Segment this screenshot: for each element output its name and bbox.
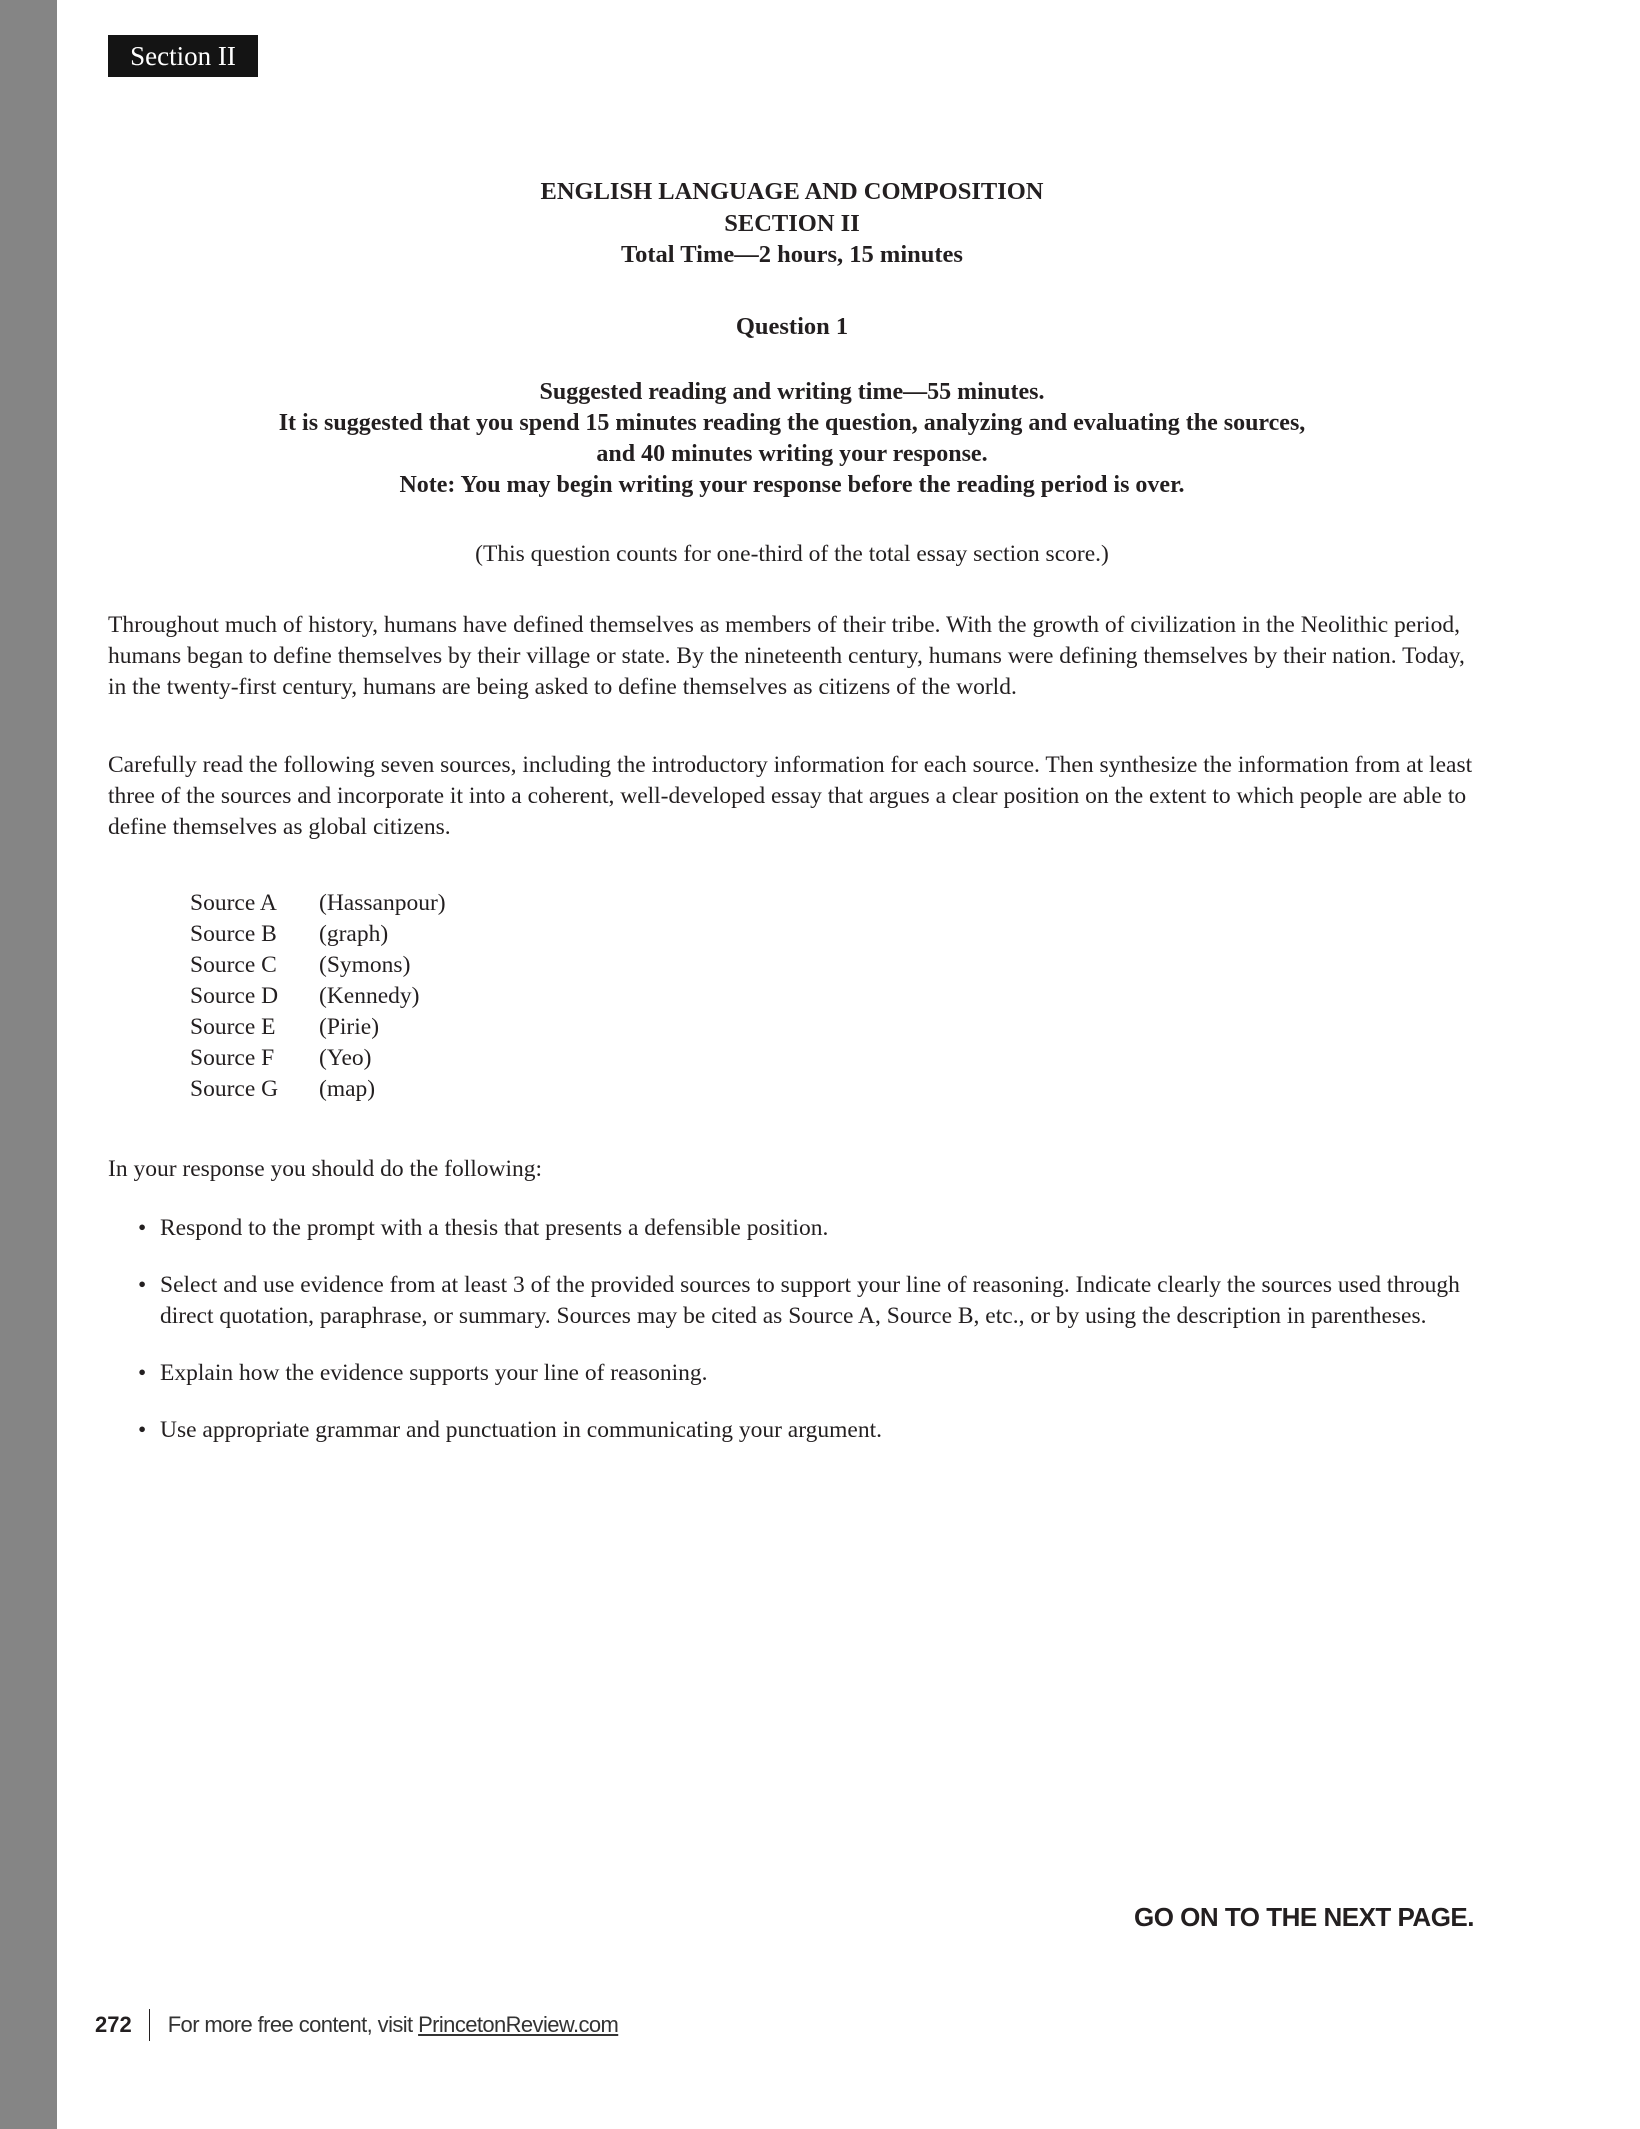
source-desc: (graph): [319, 921, 389, 947]
intro-paragraph: Throughout much of history, humans have defined themselves as members of their tribe. With the growth of civilization in the Neolithic period, humans began to define themselves by their village or state. By the nineteenth century, humans were defining themselves by their nation. Today, in the twenty-first century, humans are being asked to define themselves as citizens of the world.: [108, 612, 1465, 700]
page-gutter: [0, 0, 57, 2129]
response-intro: In your response you should do the following:: [108, 1156, 543, 1182]
requirement-item: [138, 1213, 1478, 1244]
requirement-item: [138, 1415, 1478, 1446]
requirement-text: Use appropriate grammar and punctuation in communicating your argument.: [160, 1417, 882, 1443]
source-desc: (Hassanpour): [319, 890, 446, 916]
source-item: [190, 1043, 446, 1074]
suggested-note: Note: You may begin writing your response before the reading period is over.: [399, 472, 1185, 498]
footer-visit-text: For more free content, visit: [167, 2012, 419, 2037]
source-list: [190, 888, 446, 1105]
source-desc: (Kennedy): [319, 983, 420, 1009]
requirement-text: Select and use evidence from at least 3 of the provided sources to support your line of reasoning. Indicate clearly the sources used through direct quotation, paraphrase, or summary. Sources may be cited as Source A, Source B, etc., or by using the description in parentheses.: [160, 1272, 1460, 1329]
page-number: 272: [95, 2012, 132, 2037]
section-tag: Section II: [108, 35, 258, 77]
requirement-item: [138, 1358, 1478, 1389]
bullet-icon: •: [138, 1215, 147, 1241]
suggested-line-1: Suggested reading and writing time—55 minutes.: [539, 379, 1045, 405]
bullet-icon: •: [138, 1360, 147, 1386]
source-desc: (Symons): [319, 952, 411, 978]
requirement-item: [138, 1270, 1478, 1332]
source-label: Source B: [190, 921, 277, 947]
requirement-text: Explain how the evidence supports your line of reasoning.: [160, 1360, 708, 1386]
exam-title: ENGLISH LANGUAGE AND COMPOSITION: [540, 178, 1044, 205]
source-label: Source D: [190, 983, 279, 1009]
source-item: [190, 981, 446, 1012]
source-desc: (Pirie): [319, 1014, 380, 1040]
source-item: [190, 1074, 446, 1105]
footer-divider: [149, 2009, 150, 2041]
go-on-notice: GO ON TO THE NEXT PAGE.: [1133, 1902, 1474, 1932]
requirement-text: Respond to the prompt with a thesis that presents a defensible position.: [160, 1215, 829, 1241]
bullet-icon: •: [138, 1272, 147, 1298]
question-title: Question 1: [735, 313, 849, 340]
suggested-time: [57, 377, 1527, 501]
score-weight-note: (This question counts for one-third of the total essay section score.): [475, 541, 1109, 567]
source-desc: (Yeo): [319, 1045, 372, 1071]
suggested-line-3: and 40 minutes writing your response.: [596, 441, 988, 467]
source-item: [190, 950, 446, 981]
source-label: Source E: [190, 1014, 276, 1040]
princeton-review-link[interactable]: PrincetonReview.com: [418, 2012, 619, 2037]
footer-text: [168, 2012, 619, 2038]
bullet-icon: •: [138, 1417, 147, 1443]
source-item: [190, 919, 446, 950]
page-footer: [95, 2009, 618, 2041]
source-item: [190, 1012, 446, 1043]
source-desc: (map): [319, 1076, 376, 1102]
exam-header: [57, 176, 1527, 271]
total-time: Total Time—2 hours, 15 minutes: [621, 241, 963, 268]
source-label: Source G: [190, 1076, 279, 1102]
section-title: SECTION II: [724, 209, 860, 237]
source-label: Source F: [190, 1045, 275, 1071]
instructions-paragraph: Carefully read the following seven sources, including the introductory information for each source. Then synthesize the information from at least three of the sources and incorporate it into a coherent, well-developed essay that argues a clear position on the extent to which people are able to define themselves as global citizens.: [108, 752, 1473, 840]
source-label: Source A: [190, 890, 277, 916]
requirements-list: [138, 1213, 1478, 1472]
suggested-line-2: It is suggested that you spend 15 minutes reading the question, analyzing and evaluating the sources,: [278, 410, 1306, 436]
source-label: Source C: [190, 952, 277, 978]
source-item: [190, 888, 446, 919]
